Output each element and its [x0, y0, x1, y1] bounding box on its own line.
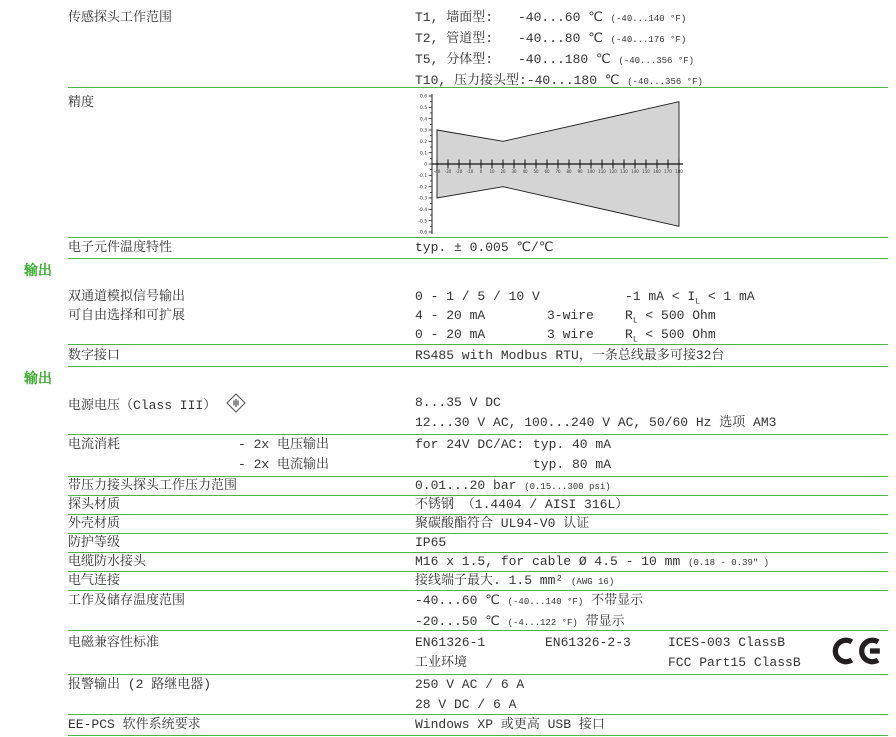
emc-environment: 工业环境	[415, 655, 468, 670]
class-iii-diamond-icon	[226, 393, 246, 413]
sensor-temp-f: (-40...356 °F)	[618, 56, 695, 66]
spec-value-electronics-temp: typ. ± 0.005 ℃/℃	[415, 240, 554, 255]
spec-row-emc	[68, 631, 888, 675]
svg-text:-10: -10	[466, 169, 474, 174]
svg-text:90: 90	[577, 169, 583, 174]
svg-text:-0.2: -0.2	[418, 185, 428, 191]
svg-text:0.6: 0.6	[419, 94, 428, 100]
spec-value-probe-material: 不锈钢 （1.4404 / AISI 316L）	[415, 497, 629, 512]
svg-text:0.2: 0.2	[419, 140, 428, 146]
current-consumption-label: 电流消耗	[68, 437, 121, 452]
spec-row-electronics-temp	[68, 238, 888, 259]
sensor-temp-c: -40...180 ℃	[518, 52, 611, 67]
svg-text:-0.3: -0.3	[418, 196, 428, 202]
svg-text:130: 130	[620, 169, 628, 174]
svg-text:100: 100	[587, 169, 595, 174]
spec-table	[24, 0, 888, 736]
svg-text:-0.1: -0.1	[418, 174, 428, 180]
spec-value-analog-output	[415, 287, 888, 344]
spec-row-operating-temp	[68, 591, 888, 631]
emc-line-1	[415, 633, 888, 653]
svg-text:150: 150	[642, 169, 650, 174]
spec-row-housing-material	[68, 515, 888, 534]
spec-label-alarm-output: 报警输出 (2 路继电器)	[68, 677, 212, 692]
spec-label-housing-material: 外壳材质	[68, 516, 121, 531]
spec-label-software: EE-PCS 软件系统要求	[68, 717, 201, 732]
spec-value-emc	[415, 633, 888, 673]
emc-std-3: ICES-003 ClassB	[668, 635, 786, 650]
svg-text:-30: -30	[444, 169, 452, 174]
sensor-temp-c: -40...180 ℃	[526, 73, 620, 88]
sensor-temp-c: -40...60 ℃	[518, 10, 603, 25]
spec-value-digital-interface: RS485 with Modbus RTU，一条总线最多可接32台	[415, 348, 725, 363]
sensor-type: T2, 管道型:	[415, 31, 494, 46]
svg-text:120: 120	[609, 169, 617, 174]
spec-label-probe-material: 探头材质	[68, 497, 121, 512]
current-consumption-sublabels	[238, 435, 329, 475]
alarm-output-line-1: 250 V AC / 6 A	[415, 677, 525, 692]
svg-text:0.4: 0.4	[419, 117, 428, 123]
spec-label-emc: 电磁兼容性标准	[68, 635, 160, 650]
ce-mark-icon	[830, 631, 886, 671]
current-value-1: typ. 40 mA	[533, 437, 612, 452]
spec-row-cable-gland	[68, 553, 888, 572]
analog-output-line	[415, 325, 888, 344]
spec-value-pressure-range: 0.01...20 bar (0.15...300 psi)	[415, 478, 611, 493]
spec-value-electrical-connection: 接线端子最大. 1.5 mm² (AWG 16)	[415, 573, 615, 588]
spec-row-supply-voltage	[68, 393, 888, 435]
sensor-temp-f: (-40...356 °F)	[627, 77, 703, 87]
spec-label-current-consumption	[68, 435, 415, 475]
svg-text:160: 160	[653, 169, 661, 174]
svg-text:0.3: 0.3	[419, 128, 428, 134]
analog-load: -1 mA < $I_L < 1$ mA	[625, 289, 755, 307]
spec-value-housing-material: 聚碳酸酯符合 UL94-V0 认证	[415, 516, 590, 531]
supply-voltage-line-2: 12...30 V AC, 100...240 V AC, 50/60 Hz 选项 AM3	[415, 415, 777, 430]
sensor-temp-f: (-40...176 °F)	[610, 35, 687, 45]
sensor-range-line-t1	[415, 8, 888, 29]
spec-row-probe-material	[68, 496, 888, 515]
emc-std-4: FCC Part15 ClassB	[668, 655, 801, 670]
svg-text:40: 40	[522, 169, 528, 174]
accuracy-chart-wrap	[415, 91, 695, 241]
svg-text:-0.5: -0.5	[418, 219, 428, 225]
analog-wire: 3 wire	[547, 327, 594, 342]
accuracy-chart	[415, 91, 695, 237]
svg-text:60: 60	[544, 169, 550, 174]
section-header-label: 输出	[24, 264, 52, 280]
spec-row-sensor-range	[68, 6, 888, 88]
svg-text:0: 0	[479, 169, 483, 174]
sensor-type: T1, 墙面型:	[415, 10, 494, 25]
analog-output-label-2: 可自由选择和可扩展	[68, 308, 186, 323]
spec-row-electrical-connection	[68, 572, 888, 591]
sensor-temp-c: -40...80 ℃	[518, 31, 603, 46]
analog-output-line	[415, 306, 888, 325]
spec-row-alarm-output	[68, 675, 888, 715]
sensor-temp-f: (-40...140 °F)	[610, 14, 687, 24]
spec-label-cable-gland: 电缆防水接头	[68, 554, 147, 569]
current-value-2: typ. 80 mA	[533, 457, 612, 472]
analog-load: $R_L < 500$ Ohm	[625, 327, 716, 345]
spec-value-alarm-output	[415, 675, 888, 715]
operating-temp-line-2: -20...50 ℃ (-4...122 °F) 带显示	[415, 614, 625, 629]
spec-label-protection-class: 防护等级	[68, 535, 121, 550]
section-header-label: 输出	[24, 372, 52, 388]
spec-value-software: Windows XP 或更高 USB 接口	[415, 717, 605, 732]
sensor-range-line-t5	[415, 50, 888, 71]
svg-text:70: 70	[555, 169, 561, 174]
supply-voltage-line-1: 8...35 V DC	[415, 395, 501, 410]
spec-label-pressure-range: 带压力接头探头工作压力范围	[68, 478, 238, 493]
svg-text:0.1: 0.1	[419, 151, 428, 157]
spec-value-accuracy	[415, 91, 888, 241]
svg-text:0.5: 0.5	[419, 106, 428, 112]
emc-std-1: EN61326-1	[415, 635, 486, 650]
spec-row-analog-output	[68, 285, 888, 345]
sensor-range-line-t2	[415, 29, 888, 50]
spec-value-current-consumption	[415, 435, 888, 475]
emc-std-2: EN61326-2-3	[545, 635, 631, 650]
section-header-output-2	[24, 367, 888, 393]
svg-text:180: 180	[675, 169, 683, 174]
svg-text:0: 0	[424, 162, 428, 168]
analog-load: $R_L < 500$ Ohm	[625, 308, 716, 326]
spec-label-operating-temp: 工作及储存温度范围	[68, 593, 186, 608]
current-condition: for 24V DC/AC:	[415, 437, 525, 452]
spec-label-electrical-connection: 电气连接	[68, 573, 121, 588]
svg-text:110: 110	[598, 169, 606, 174]
spec-value-cable-gland: M16 x 1.5, for cable Ø 4.5 - 10 mm (0.18 - 0.39" )	[415, 554, 770, 569]
analog-range: 0 - 1 / 5 / 10 V	[415, 289, 540, 304]
svg-text:30: 30	[511, 169, 517, 174]
svg-text:140: 140	[631, 169, 639, 174]
svg-text:80: 80	[566, 169, 572, 174]
spec-row-digital-interface	[68, 345, 888, 367]
sensor-type: T10, 压力接头型:	[415, 73, 527, 88]
svg-text:20: 20	[500, 169, 506, 174]
spec-label-analog-output	[68, 287, 415, 325]
svg-text:50: 50	[533, 169, 539, 174]
svg-text:-40: -40	[433, 169, 441, 174]
spec-row-accuracy	[68, 88, 888, 238]
analog-output-line	[415, 287, 888, 306]
spec-row-current-consumption	[68, 435, 888, 477]
spec-value-protection-class: IP65	[415, 535, 447, 550]
section-header-output-1	[24, 259, 888, 285]
alarm-output-line-2: 28 V DC / 6 A	[415, 697, 517, 712]
svg-text:170: 170	[664, 169, 672, 174]
svg-text:-0.4: -0.4	[418, 208, 428, 214]
spec-label-electronics-temp: 电子元件温度特性	[68, 240, 173, 255]
spec-label-digital-interface: 数字接口	[68, 348, 121, 363]
current-consumption-sub-2: - 2x 电流输出	[238, 457, 330, 472]
svg-text:10: 10	[489, 169, 495, 174]
current-consumption-line-1	[415, 435, 888, 455]
spec-label-sensor-range: 传感探头工作范围	[68, 10, 173, 25]
analog-wire: 3-wire	[547, 308, 594, 323]
spec-value-operating-temp	[415, 591, 888, 633]
spec-row-protection-class	[68, 534, 888, 553]
analog-range: 0 - 20 mA	[415, 327, 486, 342]
spec-value-sensor-range	[415, 8, 888, 92]
operating-temp-line-1: -40...60 ℃ (-40...140 °F) 不带显示	[415, 593, 644, 608]
current-consumption-line-2	[415, 455, 888, 475]
emc-line-2	[415, 653, 888, 673]
spec-label-accuracy: 精度	[68, 95, 95, 110]
svg-text:-20: -20	[455, 169, 463, 174]
sensor-range-line-t10	[415, 71, 888, 92]
analog-output-label-1: 双通道模拟信号输出	[68, 289, 186, 304]
current-consumption-sub-1: - 2x 电压输出	[238, 437, 330, 452]
spec-value-supply-voltage	[415, 393, 888, 433]
spec-label-supply-voltage: 电源电压（Class III）	[68, 393, 415, 416]
sensor-type: T5, 分体型:	[415, 52, 494, 67]
spec-row-software	[68, 715, 888, 736]
svg-text:-0.6: -0.6	[418, 230, 428, 236]
spec-row-pressure-range	[68, 477, 888, 496]
analog-range: 4 - 20 mA	[415, 308, 486, 323]
